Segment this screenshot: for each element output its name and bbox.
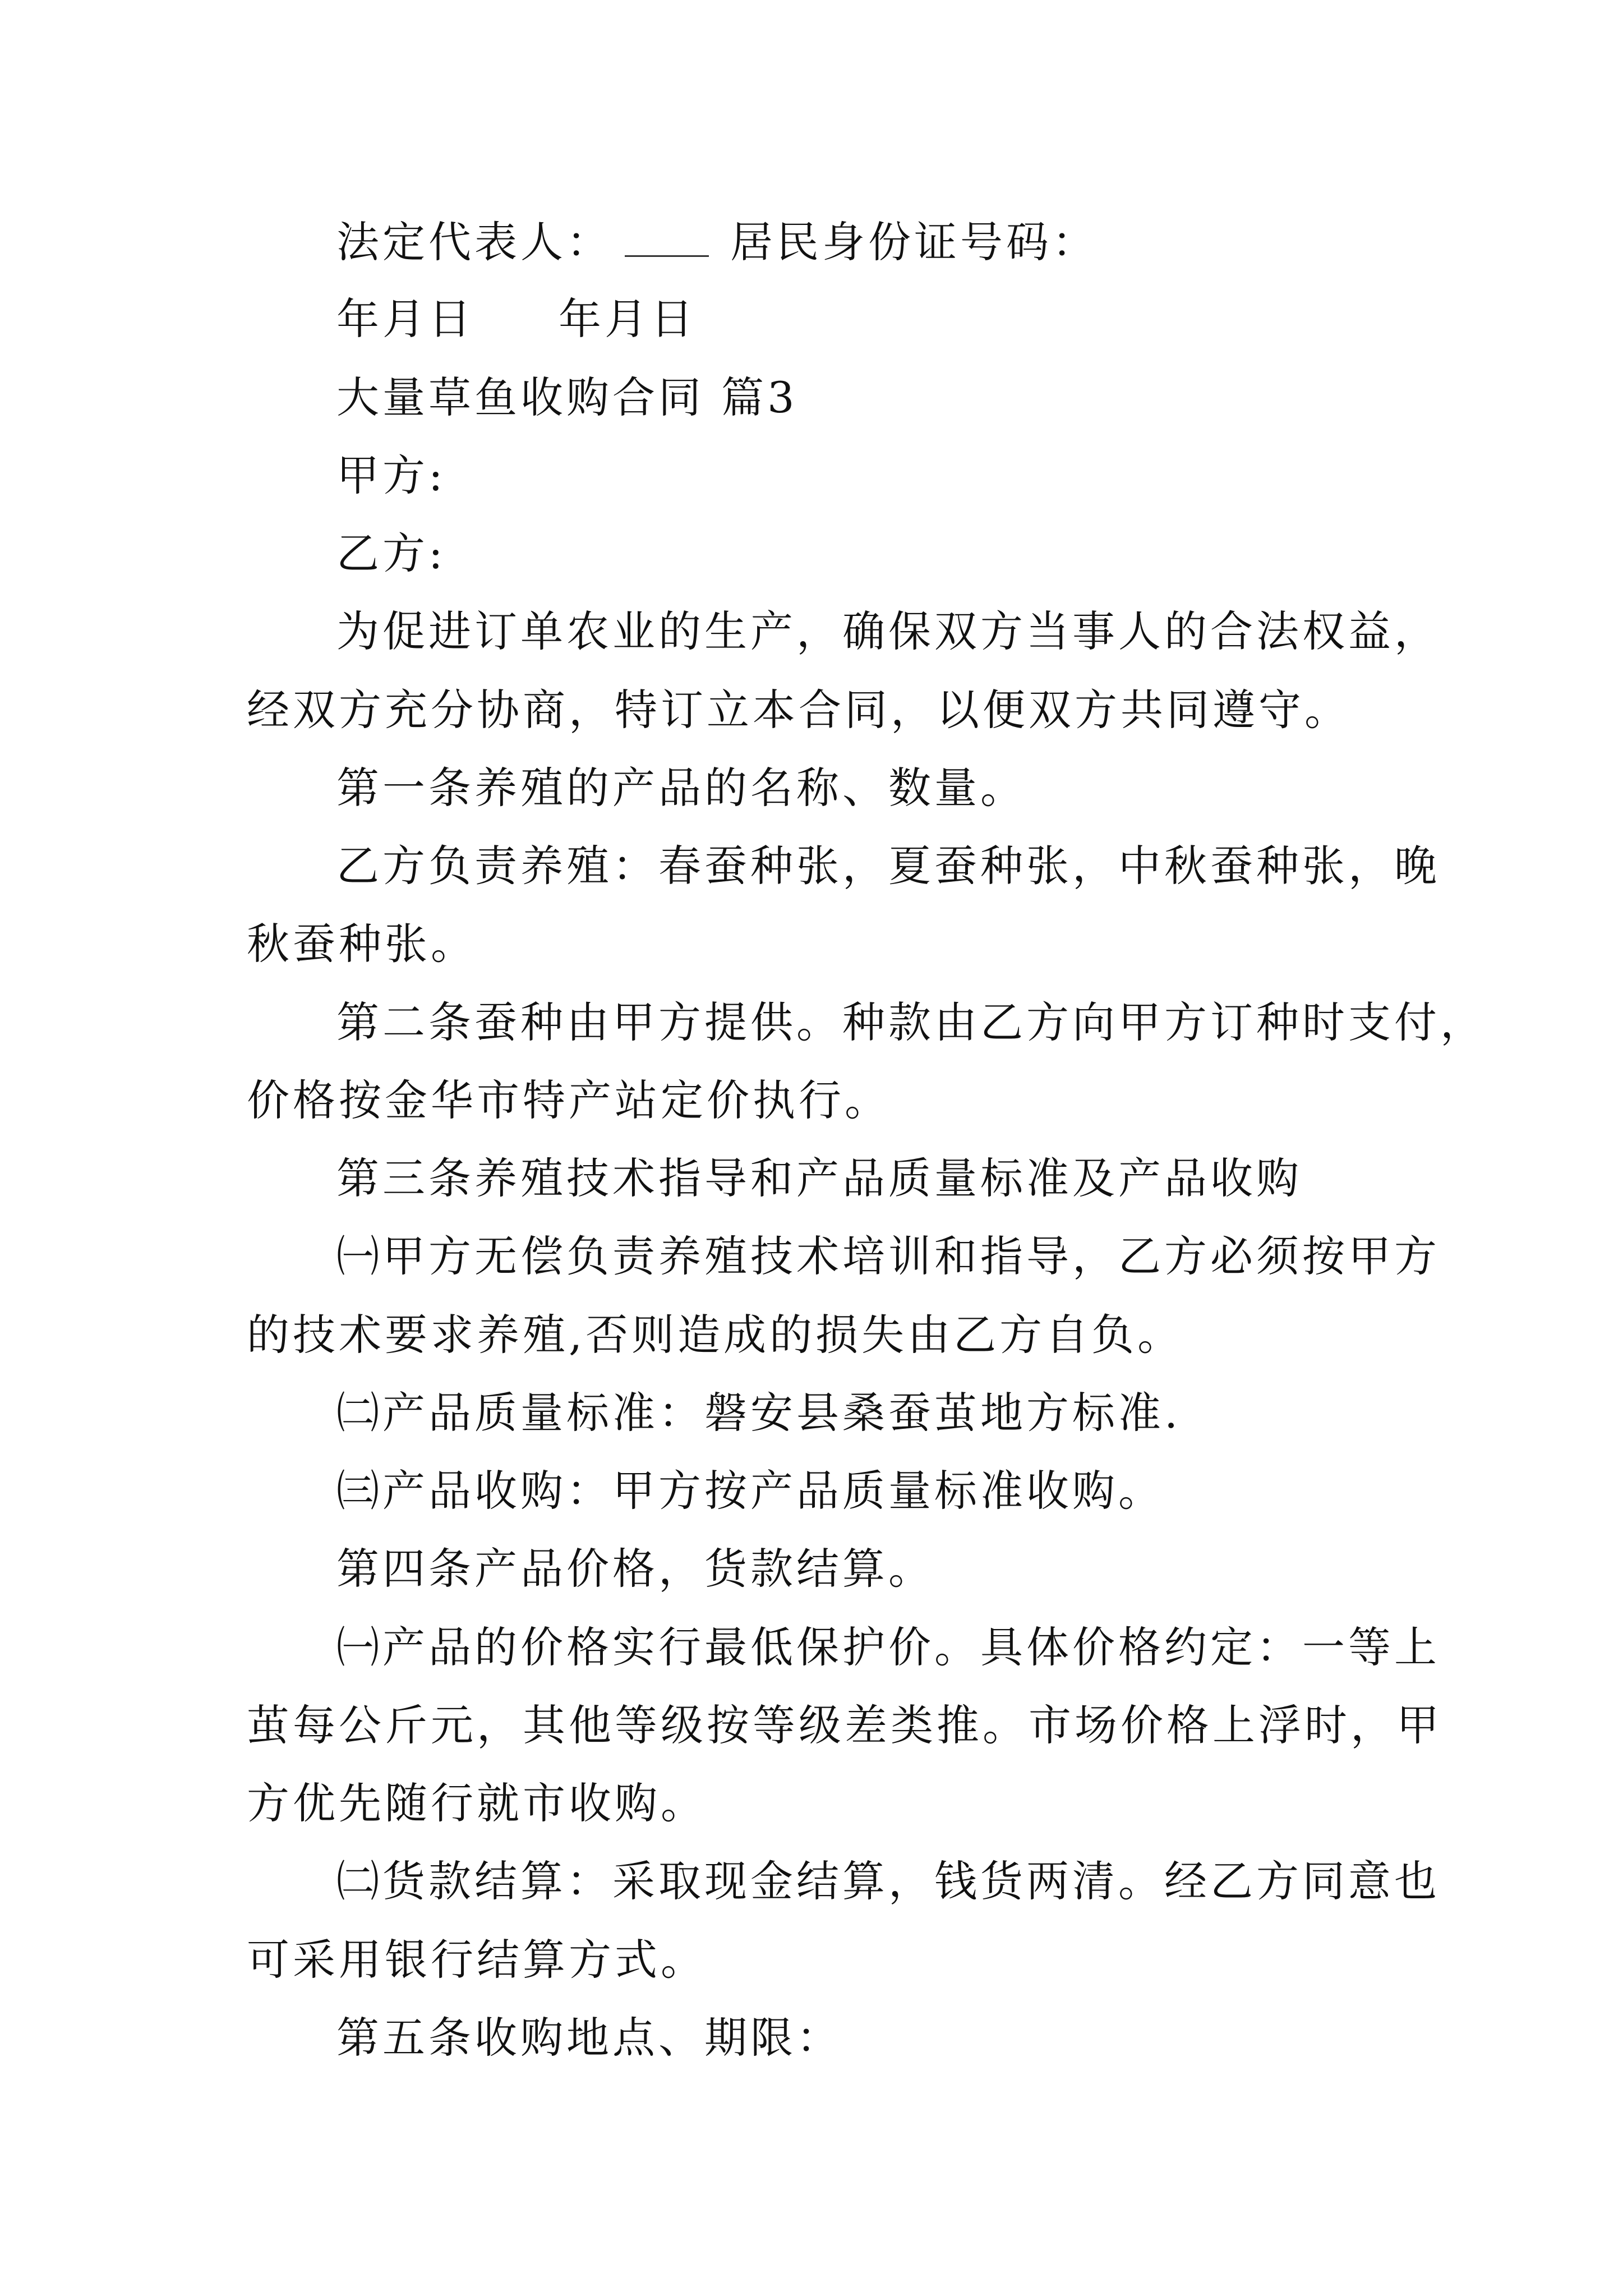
article-1-heading: 第一条养殖的产品的名称、数量。 [336,763,1026,813]
contract-title: 大量草鱼收购合同 篇3 [336,372,798,422]
date-line [336,294,697,344]
article-4-1-line-3: 方优先随行就市收购。 [247,1778,707,1828]
article-3-3: ㈢产品收购：甲方按产品质量标准收购。 [336,1466,1164,1516]
article-1-line-2: 秋蚕种张。 [247,919,477,969]
article-2-line-2: 价格按金华市特产站定价执行。 [247,1075,891,1125]
date-left: 年月日 [336,294,474,344]
party-a: 甲方: [336,450,446,500]
article-4-1-line-1: ㈠产品的价格实行最低保护价。具体价格约定：一等上 [336,1622,1440,1672]
legal-representative-label: 法定代表人： [336,217,612,267]
article-5-heading: 第五条收购地点、期限： [336,2013,842,2063]
article-4-2-line-1: ㈡货款结算：采取现金结算，钱货两清。经乙方同意也 [336,1856,1440,1906]
date-right: 年月日 [559,294,697,344]
article-3-1-line-2: 的技术要求养殖,否则造成的损失由乙方自负。 [247,1310,1184,1360]
signature-blank [625,216,709,257]
article-3-1-line-1: ㈠甲方无偿负责养殖技术培训和指导，乙方必须按甲方 [336,1231,1440,1281]
intro-line-2: 经双方充分协商，特订立本合同，以便双方共同遵守。 [247,685,1350,735]
intro-line-1: 为促进订单农业的生产，确保双方当事人的合法权益， [336,606,1440,656]
article-3-heading: 第三条养殖技术指导和产品质量标准及产品收购 [336,1153,1302,1203]
party-b: 乙方: [336,528,446,578]
article-2-line-1: 第二条蚕种由甲方提供。种款由乙方向甲方订种时支付， [336,997,1486,1047]
signature-line [336,216,1098,268]
article-4-2-line-2: 可采用银行结算方式。 [247,1935,707,1985]
article-1-line-1: 乙方负责养殖：春蚕种张，夏蚕种张，中秋蚕种张，晚 [336,841,1440,891]
article-4-heading: 第四条产品价格，货款结算。 [336,1544,934,1594]
article-3-2: ㈡产品质量标准：磐安县桑蚕茧地方标准. [336,1388,1182,1438]
id-number-label: 居民身份证号码： [730,217,1098,267]
article-4-1-line-2: 茧每公斤元，其他等级按等级差类推。市场价格上浮时，甲 [247,1700,1442,1750]
